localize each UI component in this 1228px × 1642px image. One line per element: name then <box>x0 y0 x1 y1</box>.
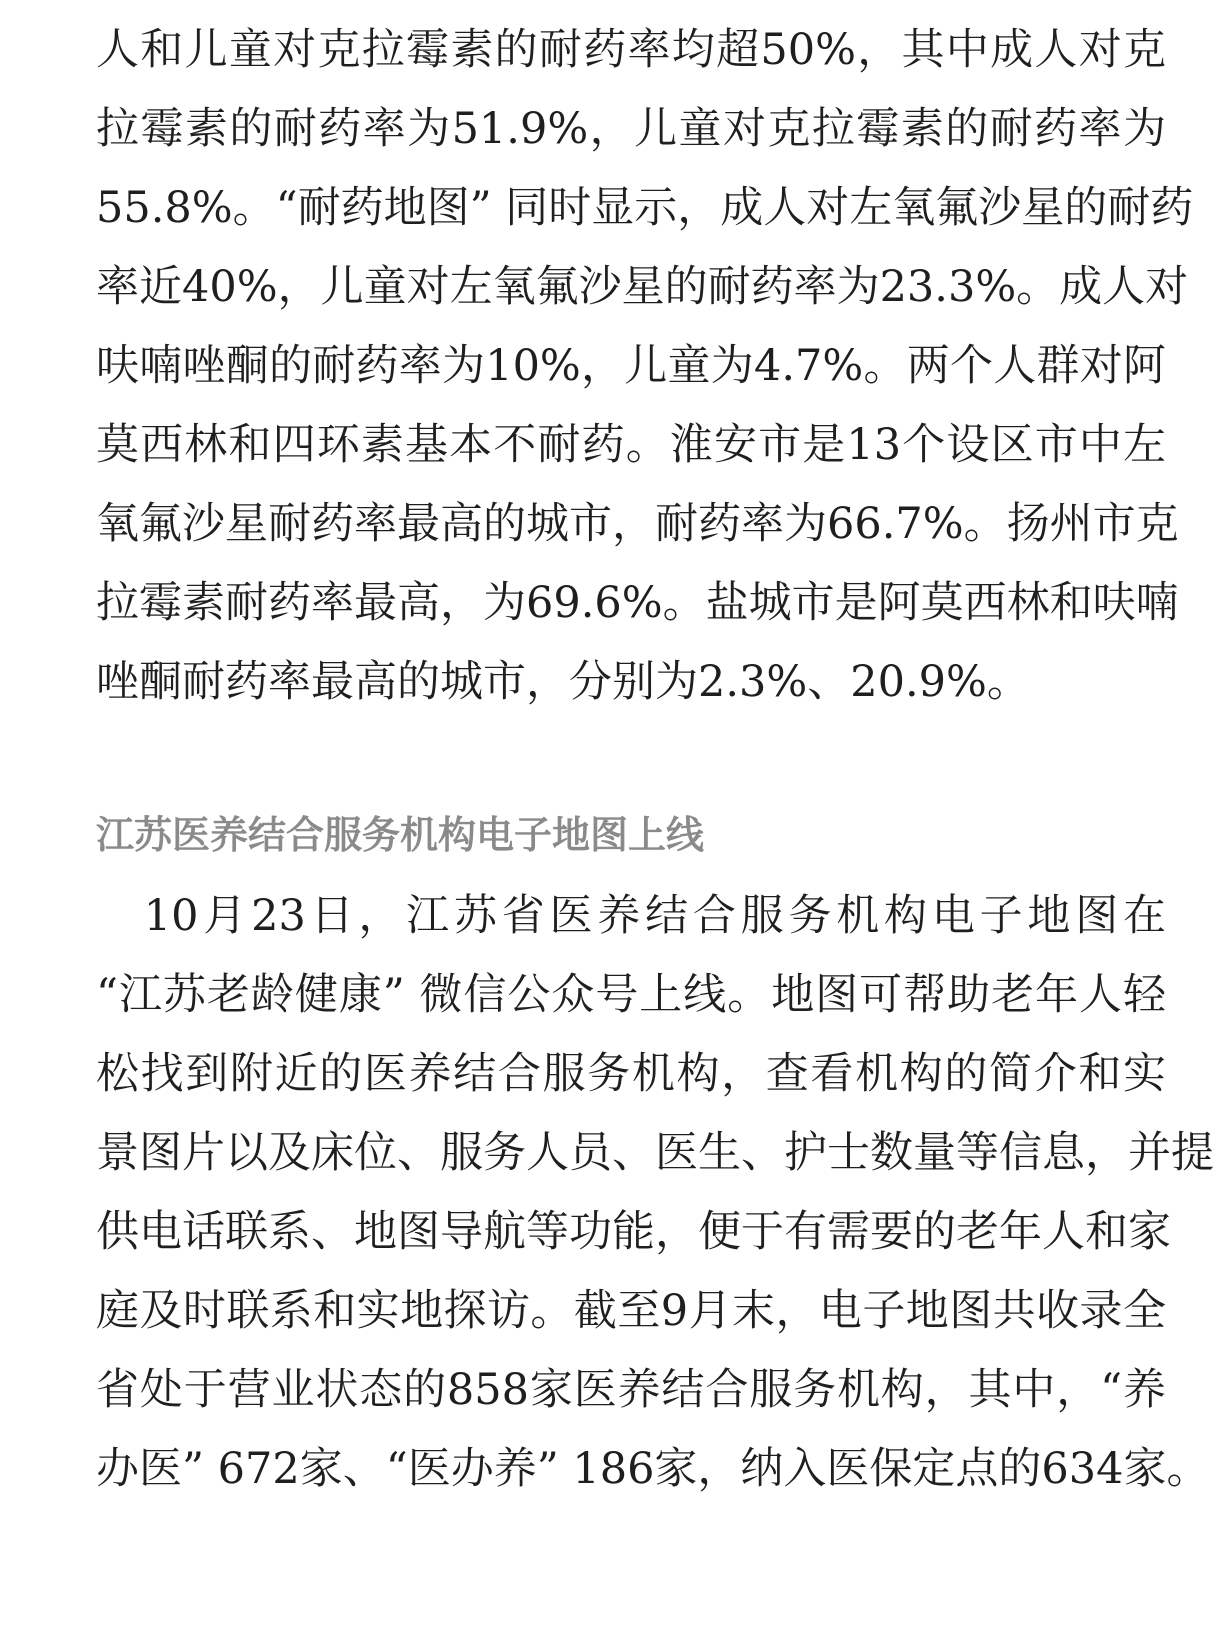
paragraph-line: 人和儿童对克拉霉素的耐药率均超50%，其中成人对克 <box>96 25 1166 75</box>
paragraph-line: 10月23日，江苏省医养结合服务机构电子地图在 <box>96 891 1166 941</box>
paragraph-line: “江苏老龄健康” 微信公众号上线。地图可帮助老年人轻 <box>96 970 1166 1020</box>
paragraph-line: 供电话联系、地图导航等功能，便于有需要的老年人和家 <box>96 1207 1171 1257</box>
paragraph-line: 唑酮耐药率最高的城市，分别为2.3%、20.9%。 <box>96 657 1030 707</box>
paragraph-line: 拉霉素的耐药率为51.9%，儿童对克拉霉素的耐药率为 <box>96 104 1166 154</box>
paragraph-line: 率近40%，儿童对左氧氟沙星的耐药率为23.3%。成人对 <box>96 262 1189 312</box>
paragraph-line: 呋喃唑酮的耐药率为10%，儿童为4.7%。两个人群对阿 <box>96 341 1166 391</box>
section-heading: 江苏医养结合服务机构电子地图上线 <box>96 813 705 857</box>
paragraph-line: 拉霉素耐药率最高，为69.6%。盐城市是阿莫西林和呋喃 <box>96 578 1179 628</box>
paragraph-line: 办医” 672家、“医办养” 186家，纳入医保定点的634家。 <box>96 1444 1210 1494</box>
paragraph-line: 氧氟沙星耐药率最高的城市，耐药率为66.7%。扬州市克 <box>96 499 1179 549</box>
paragraph-line: 莫西林和四环素基本不耐药。淮安市是13个设区市中左 <box>96 420 1166 470</box>
paragraph-line: 55.8%。“耐药地图” 同时显示，成人对左氧氟沙星的耐药 <box>96 183 1194 233</box>
paragraph-line: 庭及时联系和实地探访。截至9月末，电子地图共收录全 <box>96 1286 1166 1336</box>
paragraph-line: 省处于营业状态的858家医养结合服务机构，其中，“养 <box>96 1365 1166 1415</box>
paragraph-line: 景图片以及床位、服务人员、医生、护士数量等信息，并提 <box>96 1128 1214 1178</box>
paragraph-line: 松找到附近的医养结合服务机构，查看机构的简介和实 <box>96 1049 1166 1099</box>
